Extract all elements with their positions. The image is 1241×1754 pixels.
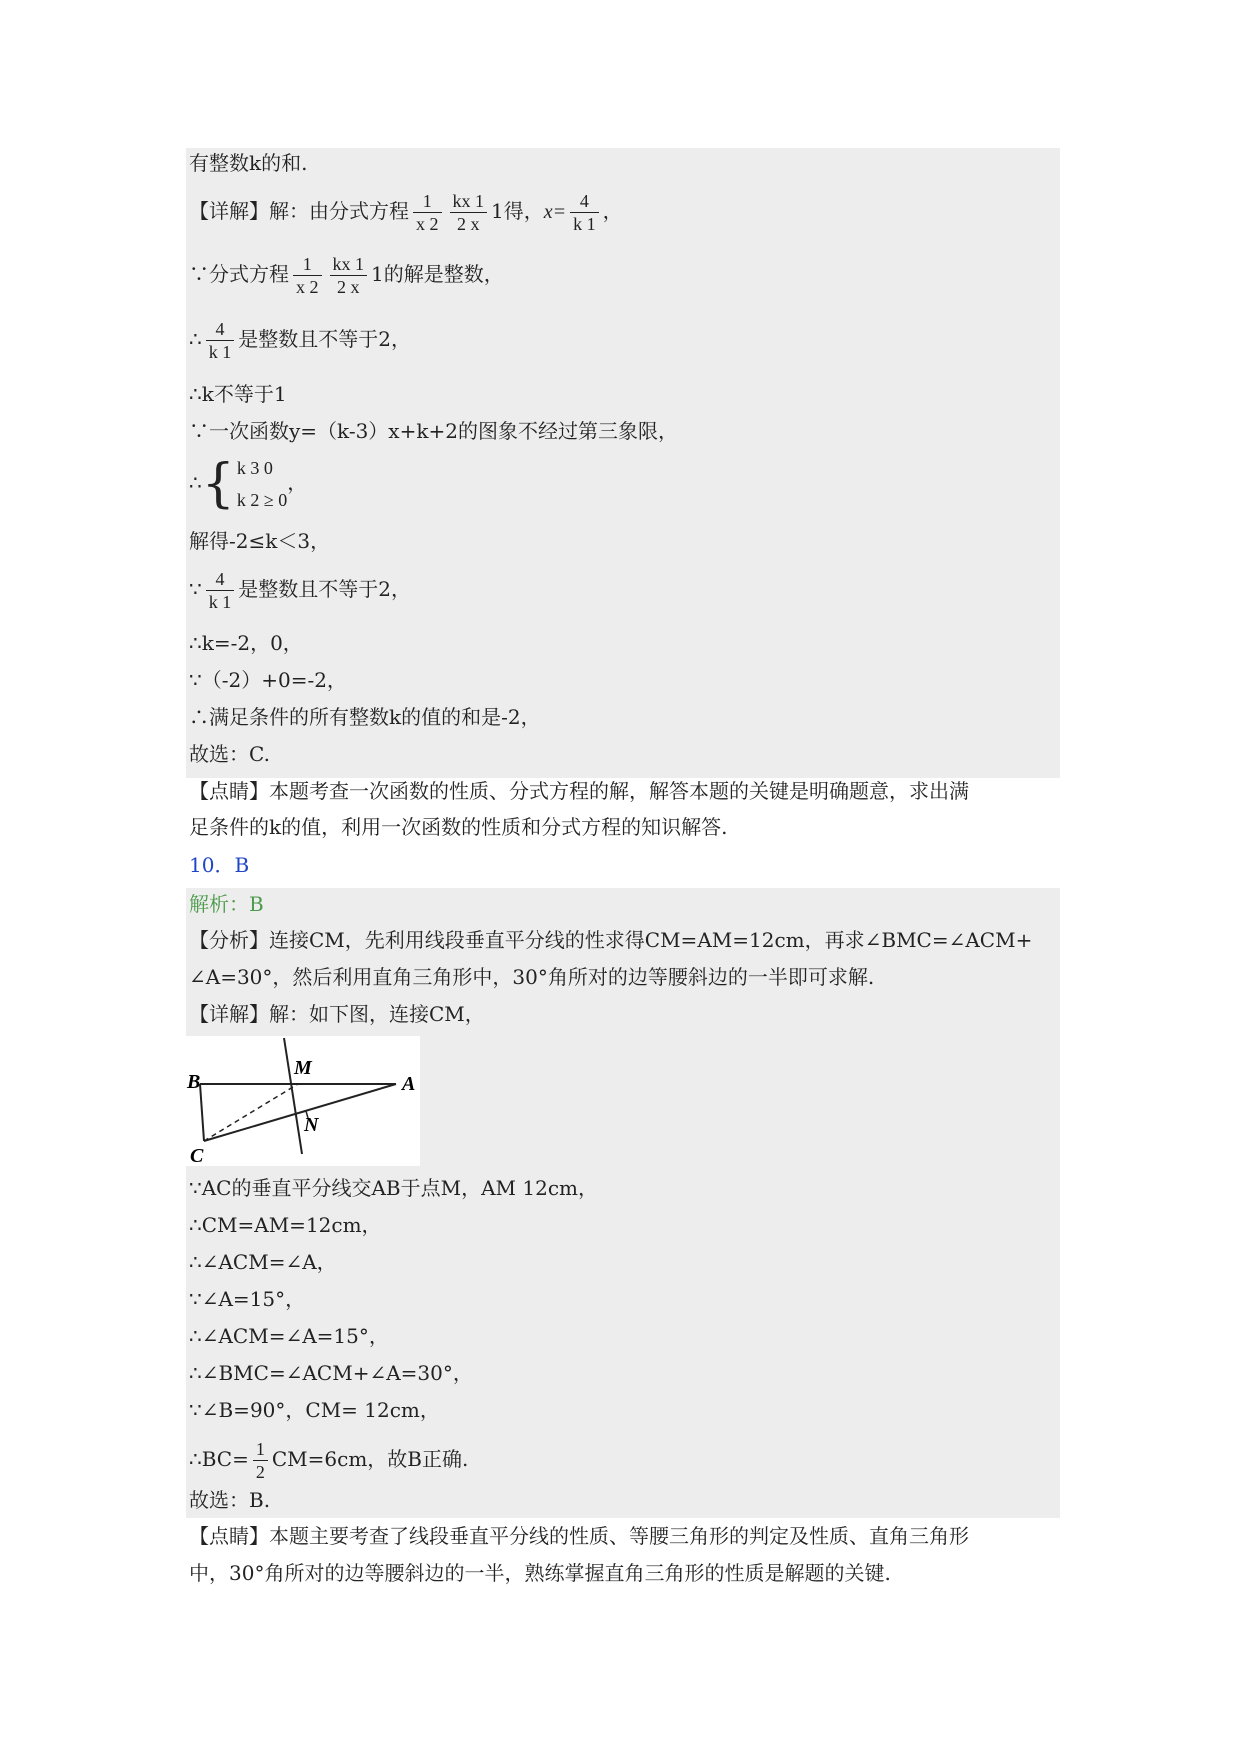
fraction: $\frac{1}{x 2}$: [293, 253, 322, 298]
text: 是整数且不等于2，: [238, 577, 411, 601]
text-line: ∵一次函数y=（k-3）x+k+2的图象不经过第三象限，: [189, 419, 678, 443]
analysis-line: ∠A=30°，然后利用直角三角形中，30°角所对的边等腰斜边的一半即可求解.: [189, 965, 875, 989]
comment-line: 【点睛】本题主要考查了线段垂直平分线的性质、等腰三角形的判定及性质、直角三角形: [189, 1524, 969, 1548]
text: CM=6cm，故B正确.: [271, 1447, 469, 1471]
brace: {: [201, 454, 235, 514]
comment-line: 【点睛】本题考查一次函数的性质、分式方程的解，解答本题的关键是明确题意，求出满: [189, 779, 969, 803]
text-line: 有整数k的和.: [189, 151, 308, 175]
fraction: $\frac{1}{2}$: [253, 1438, 268, 1483]
fraction-line: [189, 568, 411, 613]
label-M: M: [294, 1057, 312, 1079]
text-line: ∴k不等于1: [189, 382, 287, 406]
text: 【详解】解：由分式方程: [189, 199, 409, 223]
text-line: 解得-2≤k＜3，: [189, 529, 331, 553]
step-line: ∴∠ACM=∠A，: [189, 1250, 337, 1274]
analysis-line: 【分析】连接CM，先利用线段垂直平分线的性求得CM=AM=12cm，再求∠BMC=∠ACM+: [189, 928, 1033, 952]
text: 是整数且不等于2，: [238, 327, 411, 351]
text: ，: [602, 199, 623, 223]
label-B: B: [187, 1071, 201, 1093]
fraction: $\frac{1}{x 2}$: [413, 190, 442, 235]
comment-line: 中，30°角所对的边等腰斜边的一半，熟练掌握直角三角形的性质是解题的关键.: [189, 1561, 891, 1585]
text: ∴: [189, 470, 202, 495]
fraction: $\frac{4}{k 1}$: [570, 190, 599, 235]
comment-line: 足条件的k的值，利用一次函数的性质和分式方程的知识解答.: [189, 815, 728, 839]
text: ∴BC=: [189, 1447, 249, 1471]
fraction-line: [189, 318, 411, 363]
fraction: $\frac{kx 1}{2 x}$: [450, 190, 488, 235]
text-line: 故选：C.: [189, 742, 270, 766]
step-line: ∵∠A=15°，: [189, 1287, 306, 1311]
fraction: $\frac{kx 1}{2 x}$: [330, 253, 368, 298]
text-line: ∴满足条件的所有整数k的值的和是-2，: [189, 705, 541, 729]
answer-line: 故选：B.: [189, 1488, 271, 1512]
text-line: ∵（-2）+0=-2，: [189, 668, 347, 692]
system-rows: k 3 0 k 2 ≥ 0: [236, 458, 288, 510]
step-line: ∴CM=AM=12cm，: [189, 1213, 382, 1237]
text: ，: [287, 470, 308, 495]
label-C: C: [190, 1145, 204, 1166]
step-line: ∴∠ACM=∠A=15°，: [189, 1324, 389, 1348]
inequality-system: [189, 452, 307, 516]
analysis-label: 解析：B: [189, 892, 264, 916]
label-A: A: [402, 1073, 416, 1095]
label-N: N: [304, 1114, 319, 1136]
fraction: $\frac{4}{k 1}$: [206, 568, 235, 613]
step-line: ∵AC的垂直平分线交AB于点M，AM 12cm，: [189, 1176, 598, 1200]
text: ∴: [189, 327, 202, 351]
question-number: 10．B: [189, 853, 250, 877]
triangle-figure: [186, 1036, 420, 1166]
step-line: [189, 1438, 468, 1483]
fraction: $\frac{4}{k 1}$: [206, 318, 235, 363]
step-line: ∴∠BMC=∠ACM+∠A=30°，: [189, 1361, 473, 1385]
variable: x=: [543, 201, 567, 223]
equation-line: [189, 253, 504, 298]
text: ∵: [189, 577, 202, 601]
text: 1的解是整数，: [371, 262, 504, 286]
detail-line: 【详解】解：如下图，连接CM，: [189, 1002, 485, 1026]
text-line: ∴k=-2，0，: [189, 631, 303, 655]
text: ∵分式方程: [189, 262, 289, 286]
step-line: ∵∠B=90°，CM= 12cm，: [189, 1398, 440, 1422]
text: 1得，: [491, 199, 544, 223]
detail-line: [189, 190, 623, 235]
